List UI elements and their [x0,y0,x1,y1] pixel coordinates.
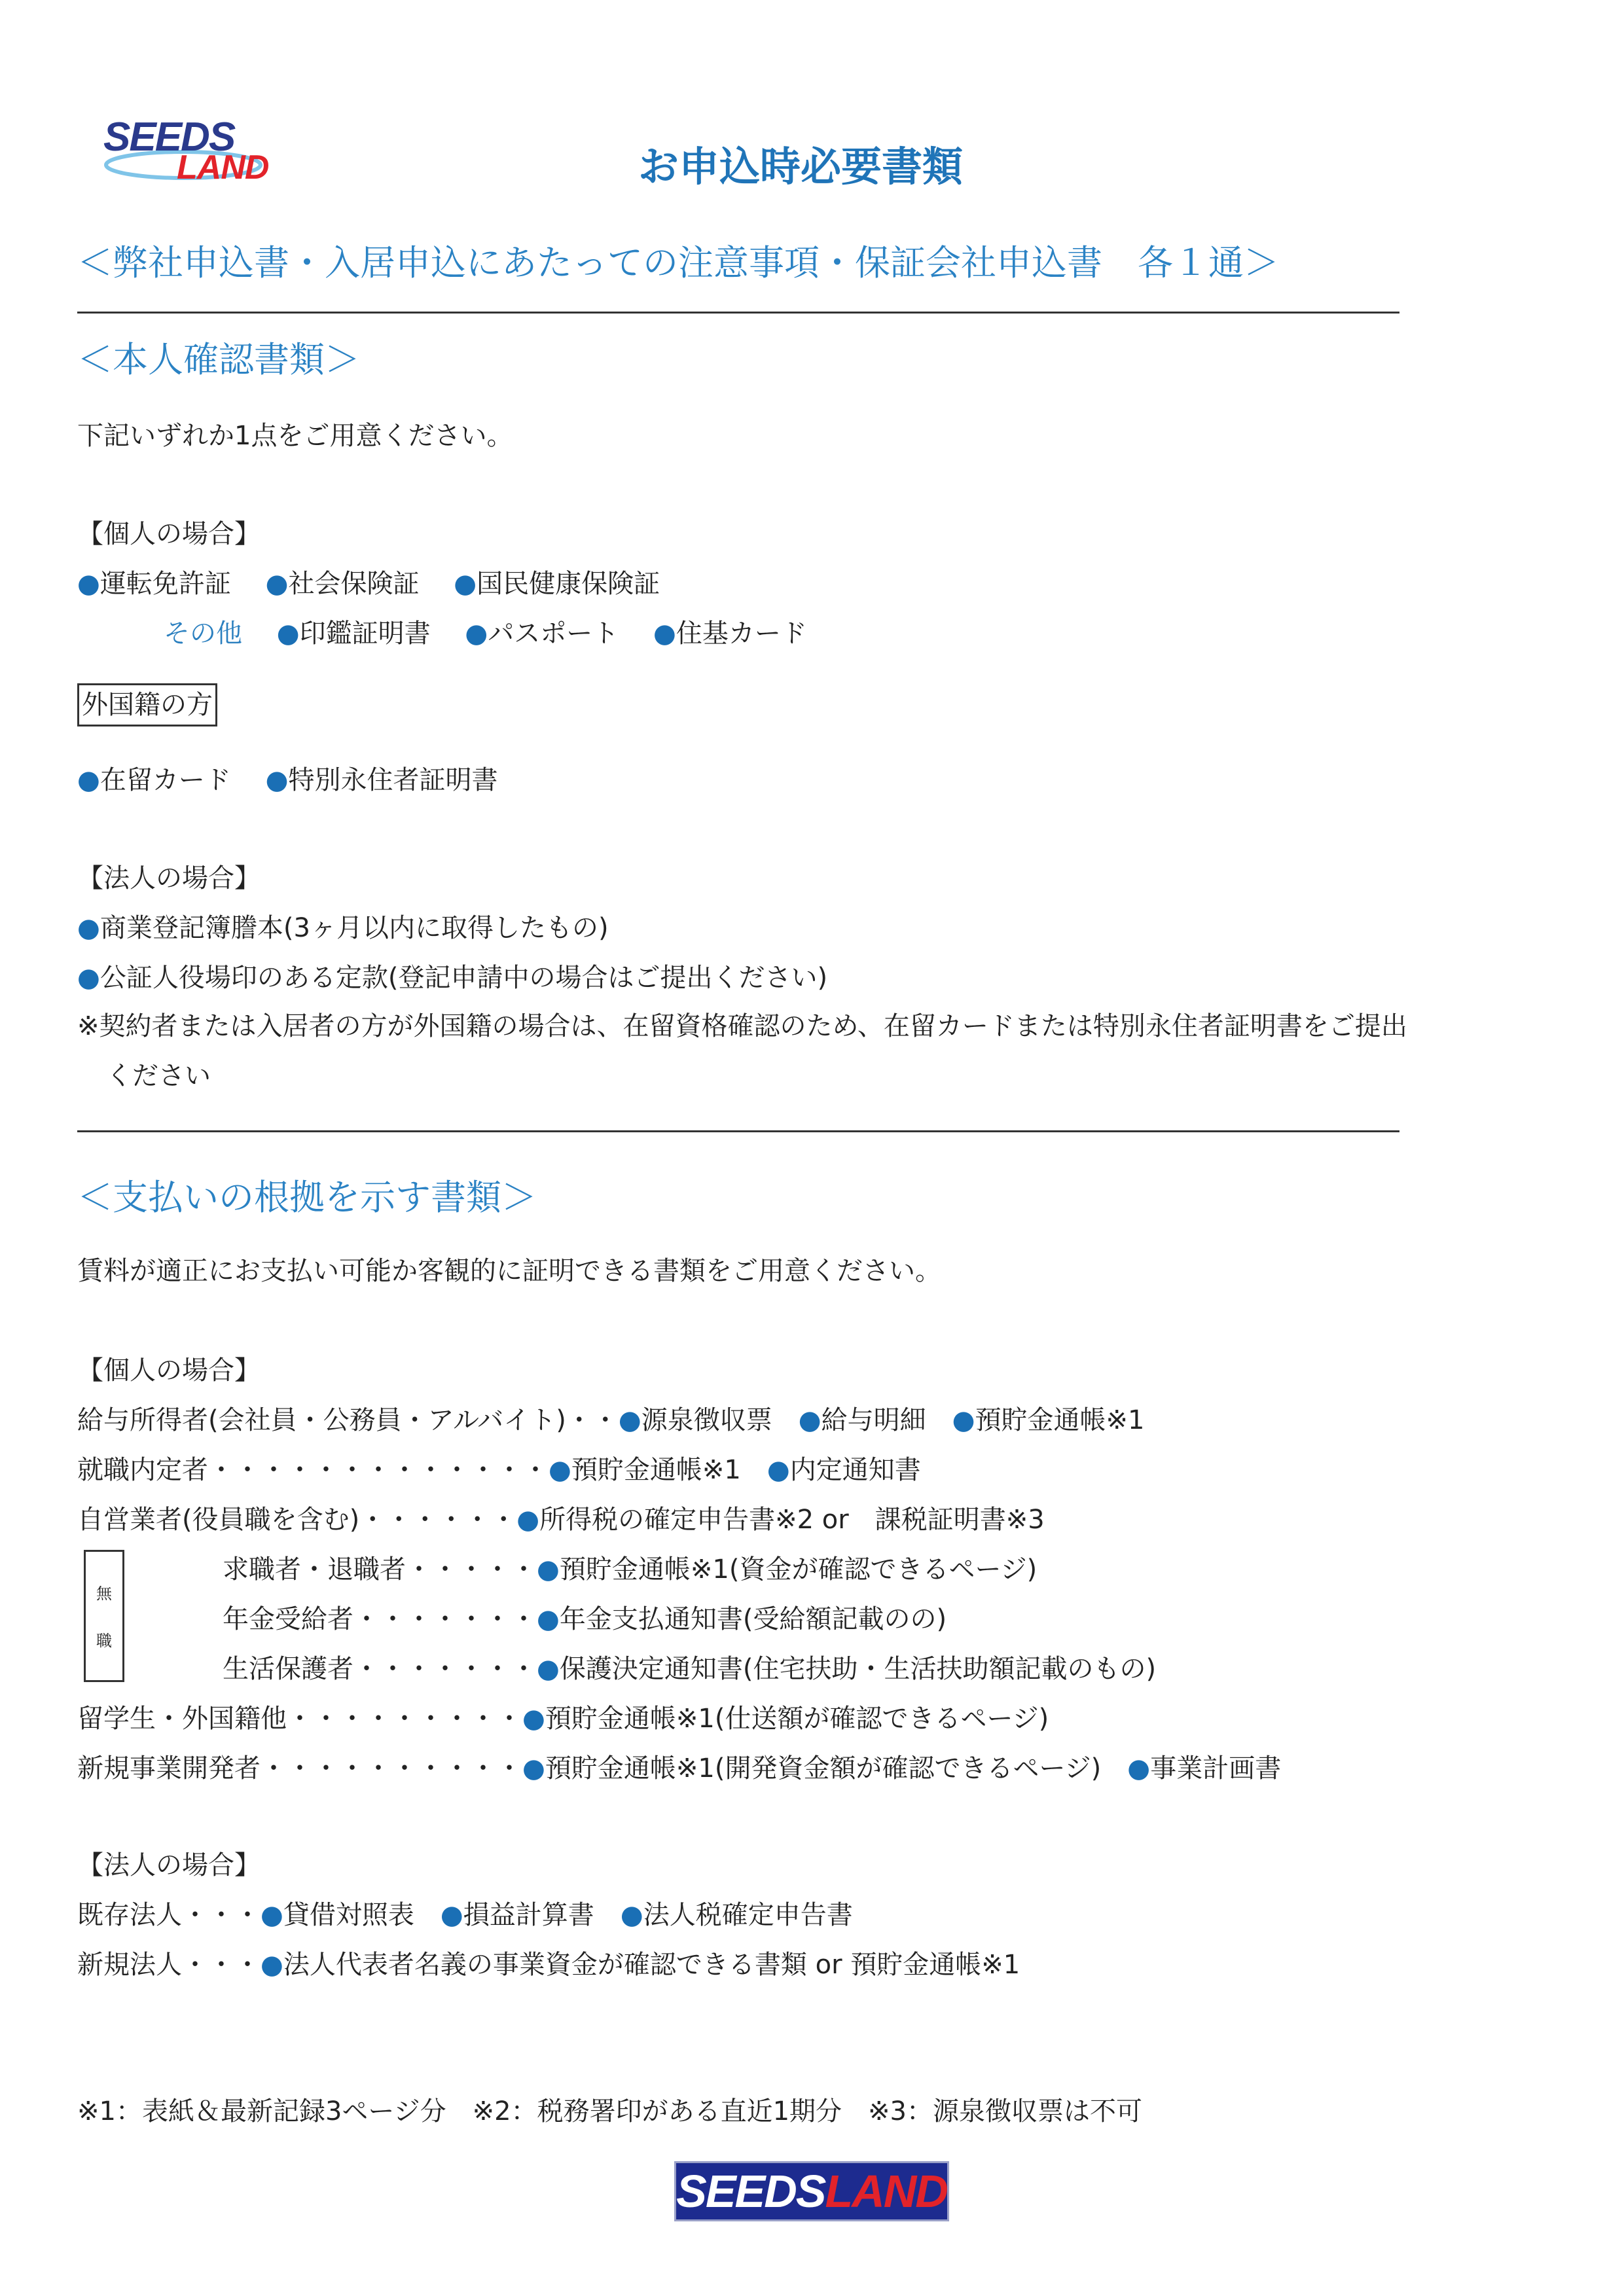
logo-text-land: LAND [177,149,269,187]
identity-intro: 下記いずれか1点をご用意ください。 [77,421,513,451]
logo-text-seeds: SEEDS [103,115,235,160]
identity-note-line-2: ください [106,1061,211,1091]
bullet-icon: ● [767,1455,790,1485]
row-label: 既存法人・・・ [77,1900,261,1930]
row-label: 求職者・退職者・・・・・ [223,1554,537,1585]
divider-2 [77,1130,1399,1132]
row-label: 新規法人・・・ [77,1950,261,1980]
payment-row-pension [223,1601,947,1638]
list-item: 預貯金通帳※1(仕送額が確認できるページ) [545,1704,1049,1734]
bullet-icon: ● [653,619,676,649]
bullet-icon: ● [952,1405,975,1435]
payment-row-welfare [223,1651,1156,1687]
unemployed-char-1: 無 [96,1585,112,1603]
bullet-icon: ● [522,1753,545,1784]
bullet-icon: ● [1127,1753,1151,1784]
list-item: 印鑑証明書 [299,619,431,649]
payment-intro: 賃料が適正にお支払い可能か客観的に証明できる書類をご用意ください。 [77,1256,941,1286]
bullet-icon: ● [618,1405,641,1435]
foreign-label-box: 外国籍の方 [77,683,217,726]
row-label: 就職内定者・・・・・・・・・・・・・ [77,1455,549,1485]
list-item: 預貯金通帳※1 [975,1405,1145,1435]
payment-row-salary [77,1402,1145,1439]
bullet-icon: ● [77,963,100,993]
bullet-icon: ● [77,569,100,599]
footnote: ※1：表紙＆最新記録3ページ分 ※2：税務署印がある直近1期分 ※3：源泉徴収票は不可 [77,2096,1142,2126]
list-item: 損益計算書 [463,1900,594,1930]
bullet-icon: ● [620,1900,643,1930]
footer-logo-text-land: LAND [825,2166,947,2217]
other-label: その他 [164,619,242,649]
seedsland-logo-bottom [674,2161,949,2221]
identity-corp-item-1 [77,910,609,946]
list-item: 預貯金通帳※1 [571,1455,741,1485]
list-item: 保護決定通知書(住宅扶助・生活扶助額記載のもの) [559,1654,1157,1684]
row-label: 新規事業開発者・・・・・・・・・・ [77,1753,522,1784]
payment-row-student [77,1700,1049,1737]
list-item: 公証人役場印のある定款(登記申請中の場合はご提出ください) [99,963,828,993]
bullet-icon: ● [537,1554,560,1585]
list-item: 所得税の確定申告書※2 or 課税証明書※3 [539,1505,1045,1535]
row-label: 給与所得者(会社員・公務員・アルバイト)・・ [77,1405,619,1435]
bullet-icon: ● [465,619,488,649]
payment-row-existing-corp [77,1897,853,1933]
divider-1 [77,312,1399,314]
bullet-icon: ● [549,1455,571,1485]
payment-row-offer [77,1452,921,1488]
list-item: 年金支払通知書(受給額記載のの) [559,1604,947,1634]
bullet-icon: ● [261,1900,283,1930]
subtitle: ＜弊社申込書・入居申込にあたっての注意事項・保証会社申込書 各１通＞ [77,242,1279,283]
bullet-icon: ● [261,1950,283,1980]
row-label: 年金受給者・・・・・・・ [223,1604,537,1634]
bullet-icon: ● [265,569,289,599]
identity-corp-item-2 [77,960,827,996]
payment-row-selfemployed [77,1501,1045,1538]
identity-heading: ＜本人確認書類＞ [77,339,360,380]
list-item: 預貯金通帳※1(資金が確認できるページ) [559,1554,1038,1585]
identity-individual-label: 【個人の場合】 [77,519,261,549]
bullet-icon: ● [440,1900,463,1930]
identity-row-2 [164,615,807,652]
list-item: 事業計画書 [1150,1753,1282,1784]
bullet-icon: ● [798,1405,821,1435]
payment-row-newbusiness [77,1750,1281,1787]
row-label: 生活保護者・・・・・・・ [223,1654,537,1684]
list-item: 在留カード [99,765,231,795]
bullet-icon: ● [77,913,100,943]
list-item: 国民健康保険証 [477,569,660,599]
list-item: パスポート [488,619,619,649]
bullet-icon: ● [537,1654,560,1684]
list-item: 特別永住者証明書 [288,765,498,795]
list-item: 法人税確定申告書 [643,1900,853,1930]
footer-logo-text-seeds: SEEDS [676,2166,825,2217]
payment-row-new-corp [77,1946,1020,1983]
identity-corporate-label: 【法人の場合】 [77,863,261,893]
list-item: 給与明細 [821,1405,926,1435]
identity-row-3 [77,762,498,798]
list-item: 貸借対照表 [283,1900,414,1930]
payment-row-jobseeker [223,1551,1037,1588]
list-item: 住基カード [676,619,807,649]
bullet-icon: ● [77,765,100,795]
list-item: 源泉徴収票 [641,1405,772,1435]
bullet-icon: ● [265,765,289,795]
bullet-icon: ● [522,1704,545,1734]
row-label: 留学生・外国籍他・・・・・・・・・ [77,1704,522,1734]
bullet-icon: ● [454,569,477,599]
bullet-icon: ● [276,619,300,649]
unemployed-box [84,1550,124,1682]
list-item: 法人代表者名義の事業資金が確認できる書類 or 預貯金通帳※1 [283,1950,1020,1980]
payment-heading: ＜支払いの根拠を示す書類＞ [77,1177,537,1218]
identity-note-line-1: ※契約者または入居者の方が外国籍の場合は、在留資格確認のため、在留カードまたは特別永住者証明書をご提出 [77,1011,1407,1041]
seedsland-logo-top [98,111,268,190]
list-item: 商業登記簿謄本(3ヶ月以内に取得したもの) [99,913,609,943]
list-item: 預貯金通帳※1(開発資金額が確認できるページ) [545,1753,1102,1784]
bullet-icon: ● [516,1505,540,1535]
row-label: 自営業者(役員職を含む)・・・・・・ [77,1505,517,1535]
page-title: お申込時必要書類 [638,143,964,190]
list-item: 内定通知書 [789,1455,921,1485]
unemployed-char-2: 職 [96,1632,112,1650]
payment-individual-label: 【個人の場合】 [77,1355,261,1386]
list-item: 運転免許証 [99,569,231,599]
bullet-icon: ● [537,1604,560,1634]
payment-corporate-label: 【法人の場合】 [77,1850,261,1880]
list-item: 社会保険証 [288,569,420,599]
identity-row-1 [77,565,660,602]
